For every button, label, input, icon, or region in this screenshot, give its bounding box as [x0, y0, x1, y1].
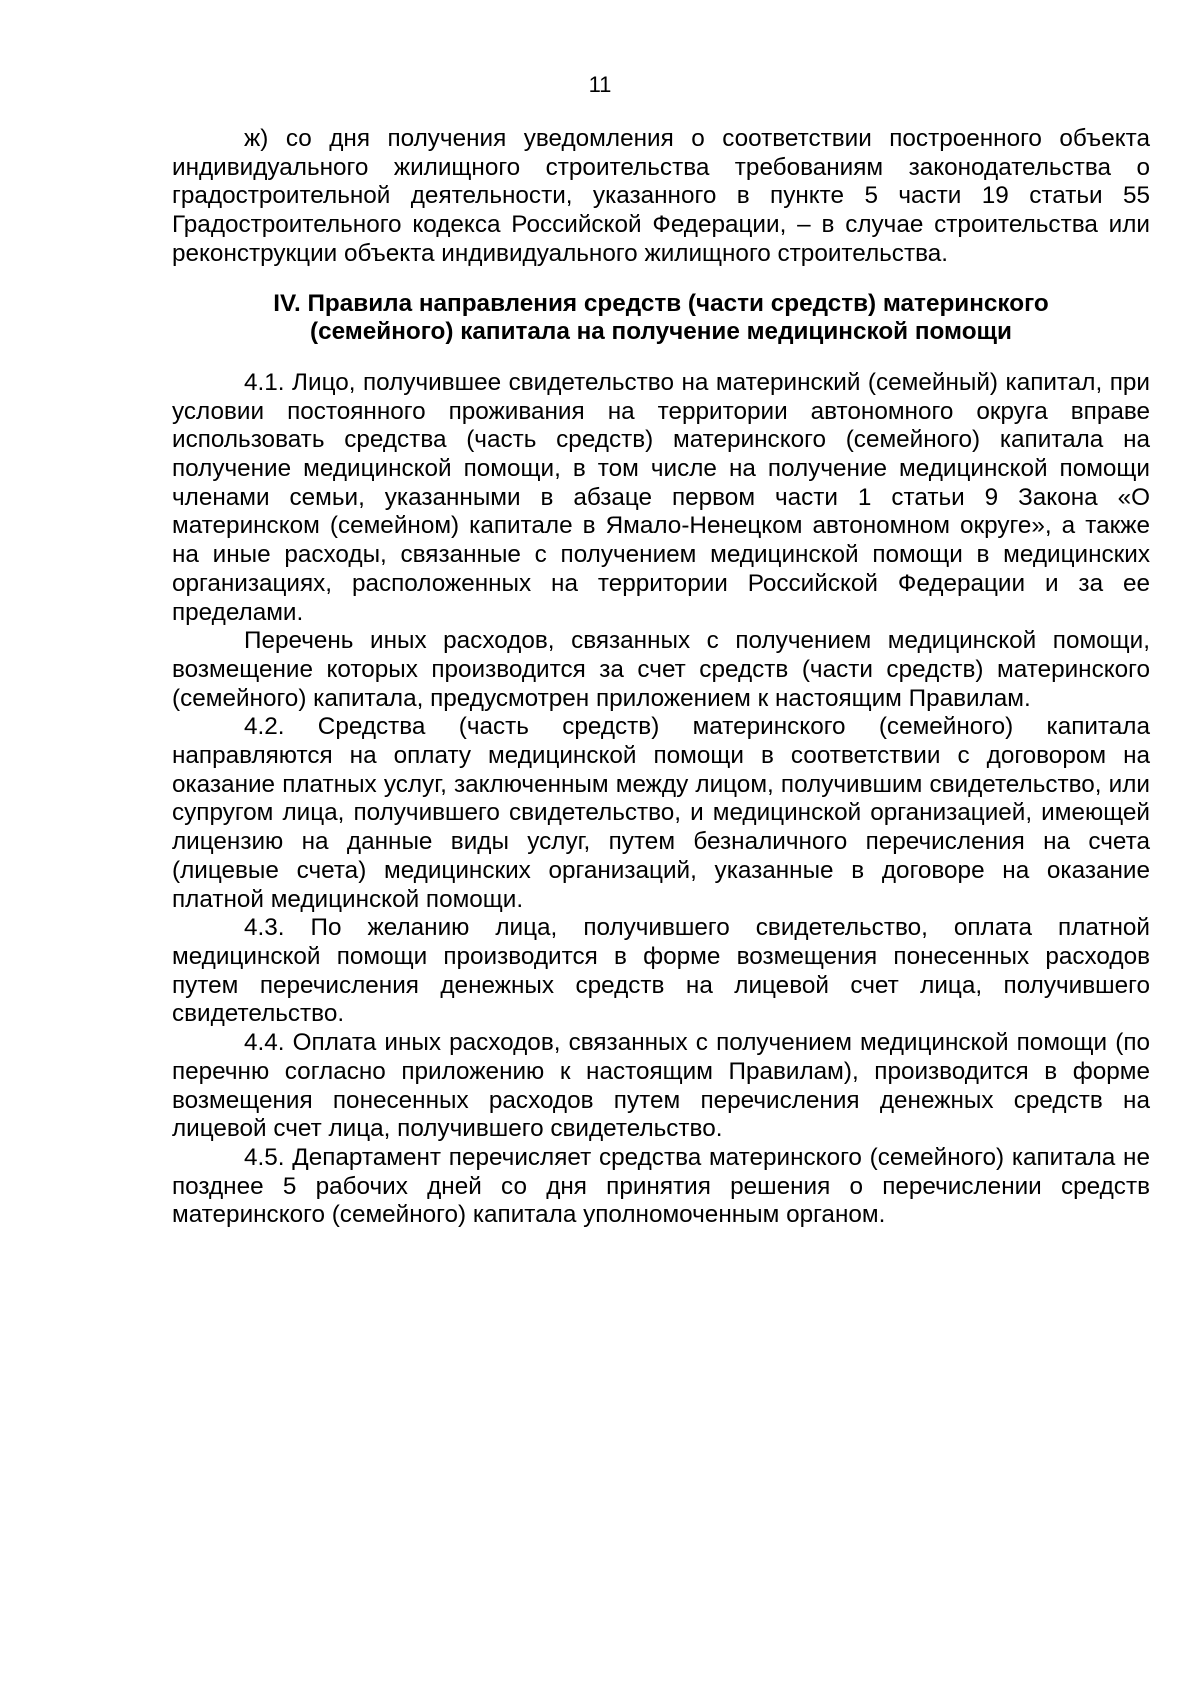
document-body — [172, 125, 1150, 1230]
page-number: 11 — [588, 72, 612, 97]
paragraph-4-1: 4.1. Лицо, получившее свидетельство на материнский (семейный) капитал, при условии постоянного проживания на территории автономного округа вправе использовать средства (часть средств) материнского (семейного) капитала на получение медицинской помощи, в том числе на получение медицинской помощи членами семьи, указанными в абзаце первом части 1 статьи 9 Закона «О материнском (семейном) капитале в Ямало-Ненецком автономном округе», а также на иные расходы, связанные с получением медицинской помощи в медицинских организациях, расположенных на территории Российской Федерации и за ее пределами. — [172, 368, 1150, 626]
paragraph-expenses-list: Перечень иных расходов, связанных с получением медицинской помощи, возмещение которых производится за счет средств (части средств) материнского (семейного) капитала, предусмотрен приложением к настоящим Правилам. — [172, 627, 1150, 712]
paragraph-4-3: 4.3. По желанию лица, получившего свидетельство, оплата платной медицинской помощи производится в форме возмещения понесенных расходов путем перечисления денежных средств на лицевой счет лица, получившего свидетельство. — [172, 914, 1150, 1028]
paragraph-4-4: 4.4. Оплата иных расходов, связанных с получением медицинской помощи (по перечню согласно приложению к настоящим Правилам), производится в форме возмещения понесенных расходов путем перечисления денежных средств на лицевой счет лица, получившего свидетельство. — [172, 1029, 1150, 1143]
section-heading-line-1: IV. Правила направления средств (части средств) материнского — [273, 289, 1049, 317]
paragraph-4-2: 4.2. Средства (часть средств) материнского (семейного) капитала направляются на оплату медицинской помощи в соответствии с договором на оказание платных услуг, заключенным между лицом, получившим свидетельство, или супругом лица, получившего свидетельство, и медицинской организацией, имеющей лицензию на данные виды услуг, путем безналичного перечисления на счета (лицевые счета) медицинских организаций, указанные в договоре на оказание платной медицинской помощи. — [172, 713, 1150, 913]
paragraph-4-5: 4.5. Департамент перечисляет средства материнского (семейного) капитала не позднее 5 рабочих дней со дня принятия решения о перечислении средств материнского (семейного) капитала уполномоченным органом. — [172, 1143, 1150, 1229]
paragraph-zh: ж) со дня получения уведомления о соответствии построенного объекта индивидуального жилищного строительства требованиям законодательства о градостроительной деятельности, указанного в пункте 5 части 19 статьи 55 Градостроительного кодекса Российской Федерации, – в случае строительства или реконструкции объекта индивидуального жилищного строительства. — [172, 125, 1150, 267]
section-heading — [172, 290, 1150, 347]
section-heading-line-2: (семейного) капитала на получение медицинской помощи — [310, 318, 1012, 346]
